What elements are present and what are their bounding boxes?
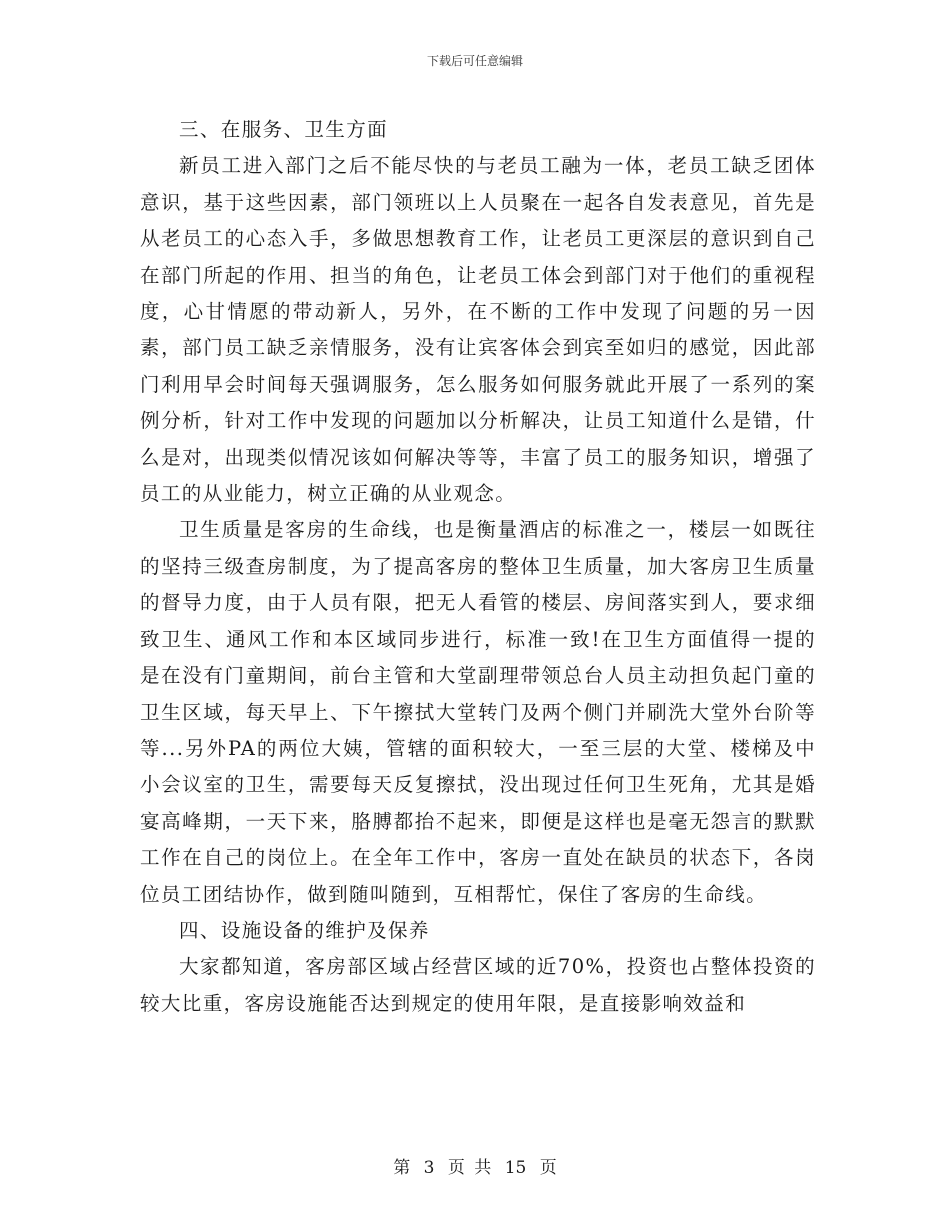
footer-prefix: 第 [393,1158,411,1178]
document-body [140,112,816,1022]
footer-current-page: 3 [423,1158,435,1178]
paragraph-new-staff: 新员工进入部门之后不能尽快的与老员工融为一体，老员工缺乏团体意识，基于这些因素，部门领班以上人员聚在一起各自发表意见，首先是从老员工的心态入手，多做思想教育工作，让老员工更深层的意识到自己在部门所起的作用、担当的角色，让老员工体会到部门对于他们的重视程度，心甘情愿的带动新人，另外，在不断的工作中发现了问题的另一因素，部门员工缺乏亲情服务，没有让宾客体会到宾至如归的感觉，因此部门利用早会时间每天强调服务，怎么服务如何服务就此开展了一系列的案例分析，针对工作中发现的问题加以分析解决，让员工知道什么是错，什么是对，出现类似情况该如何解决等等，丰富了员工的服务知识，增强了员工的从业能力，树立正确的从业观念。 [140,154,816,506]
page-header: 下载后可任意编辑 [426,54,523,68]
section-heading-service-hygiene: 三、在服务、卫生方面 [179,118,389,141]
footer-suffix: 页 [539,1158,557,1178]
section-heading-facility-maintenance: 四、设施设备的维护及保养 [179,918,430,942]
page-footer [0,1153,950,1178]
footer-middle: 页 共 [447,1158,492,1178]
paragraph-facility-investment: 大家都知道，客房部区域占经营区域的近70%，投资也占整体投资的较大比重，客房设施能否达到规定的使用年限，是直接影响效益和 [140,955,816,1015]
footer-total-pages: 15 [504,1158,527,1178]
paragraph-hygiene-quality: 卫生质量是客房的生命线，也是衡量酒店的标准之一，楼层一如既往的坚持三级查房制度，为了提高客房的整体卫生质量，加大客房卫生质量的督导力度，由于人员有限，把无人看管的楼层、房间落实到人，要求细致卫生、通风工作和本区域同步进行，标准一致!在卫生方面值得一提的是在没有门童期间，前台主管和大堂副理带领总台人员主动担负起门童的卫生区域，每天早上、下午擦拭大堂转门及两个侧门并刷洗大堂外台阶等等...另外PA的两位大姨，管辖的面积较大，一至三层的大堂、楼梯及中小会议室的卫生，需要每天反复擦拭，没出现过任何卫生死角，尤其是婚宴高峰期，一天下来，胳膊都抬不起来，即便是这样也是毫无怨言的默默工作在自己的岗位上。在全年工作中，客房一直处在缺员的状态下，各岗位员工团结协作，做到随叫随到，互相帮忙，保住了客房的生命线。 [140,518,816,906]
